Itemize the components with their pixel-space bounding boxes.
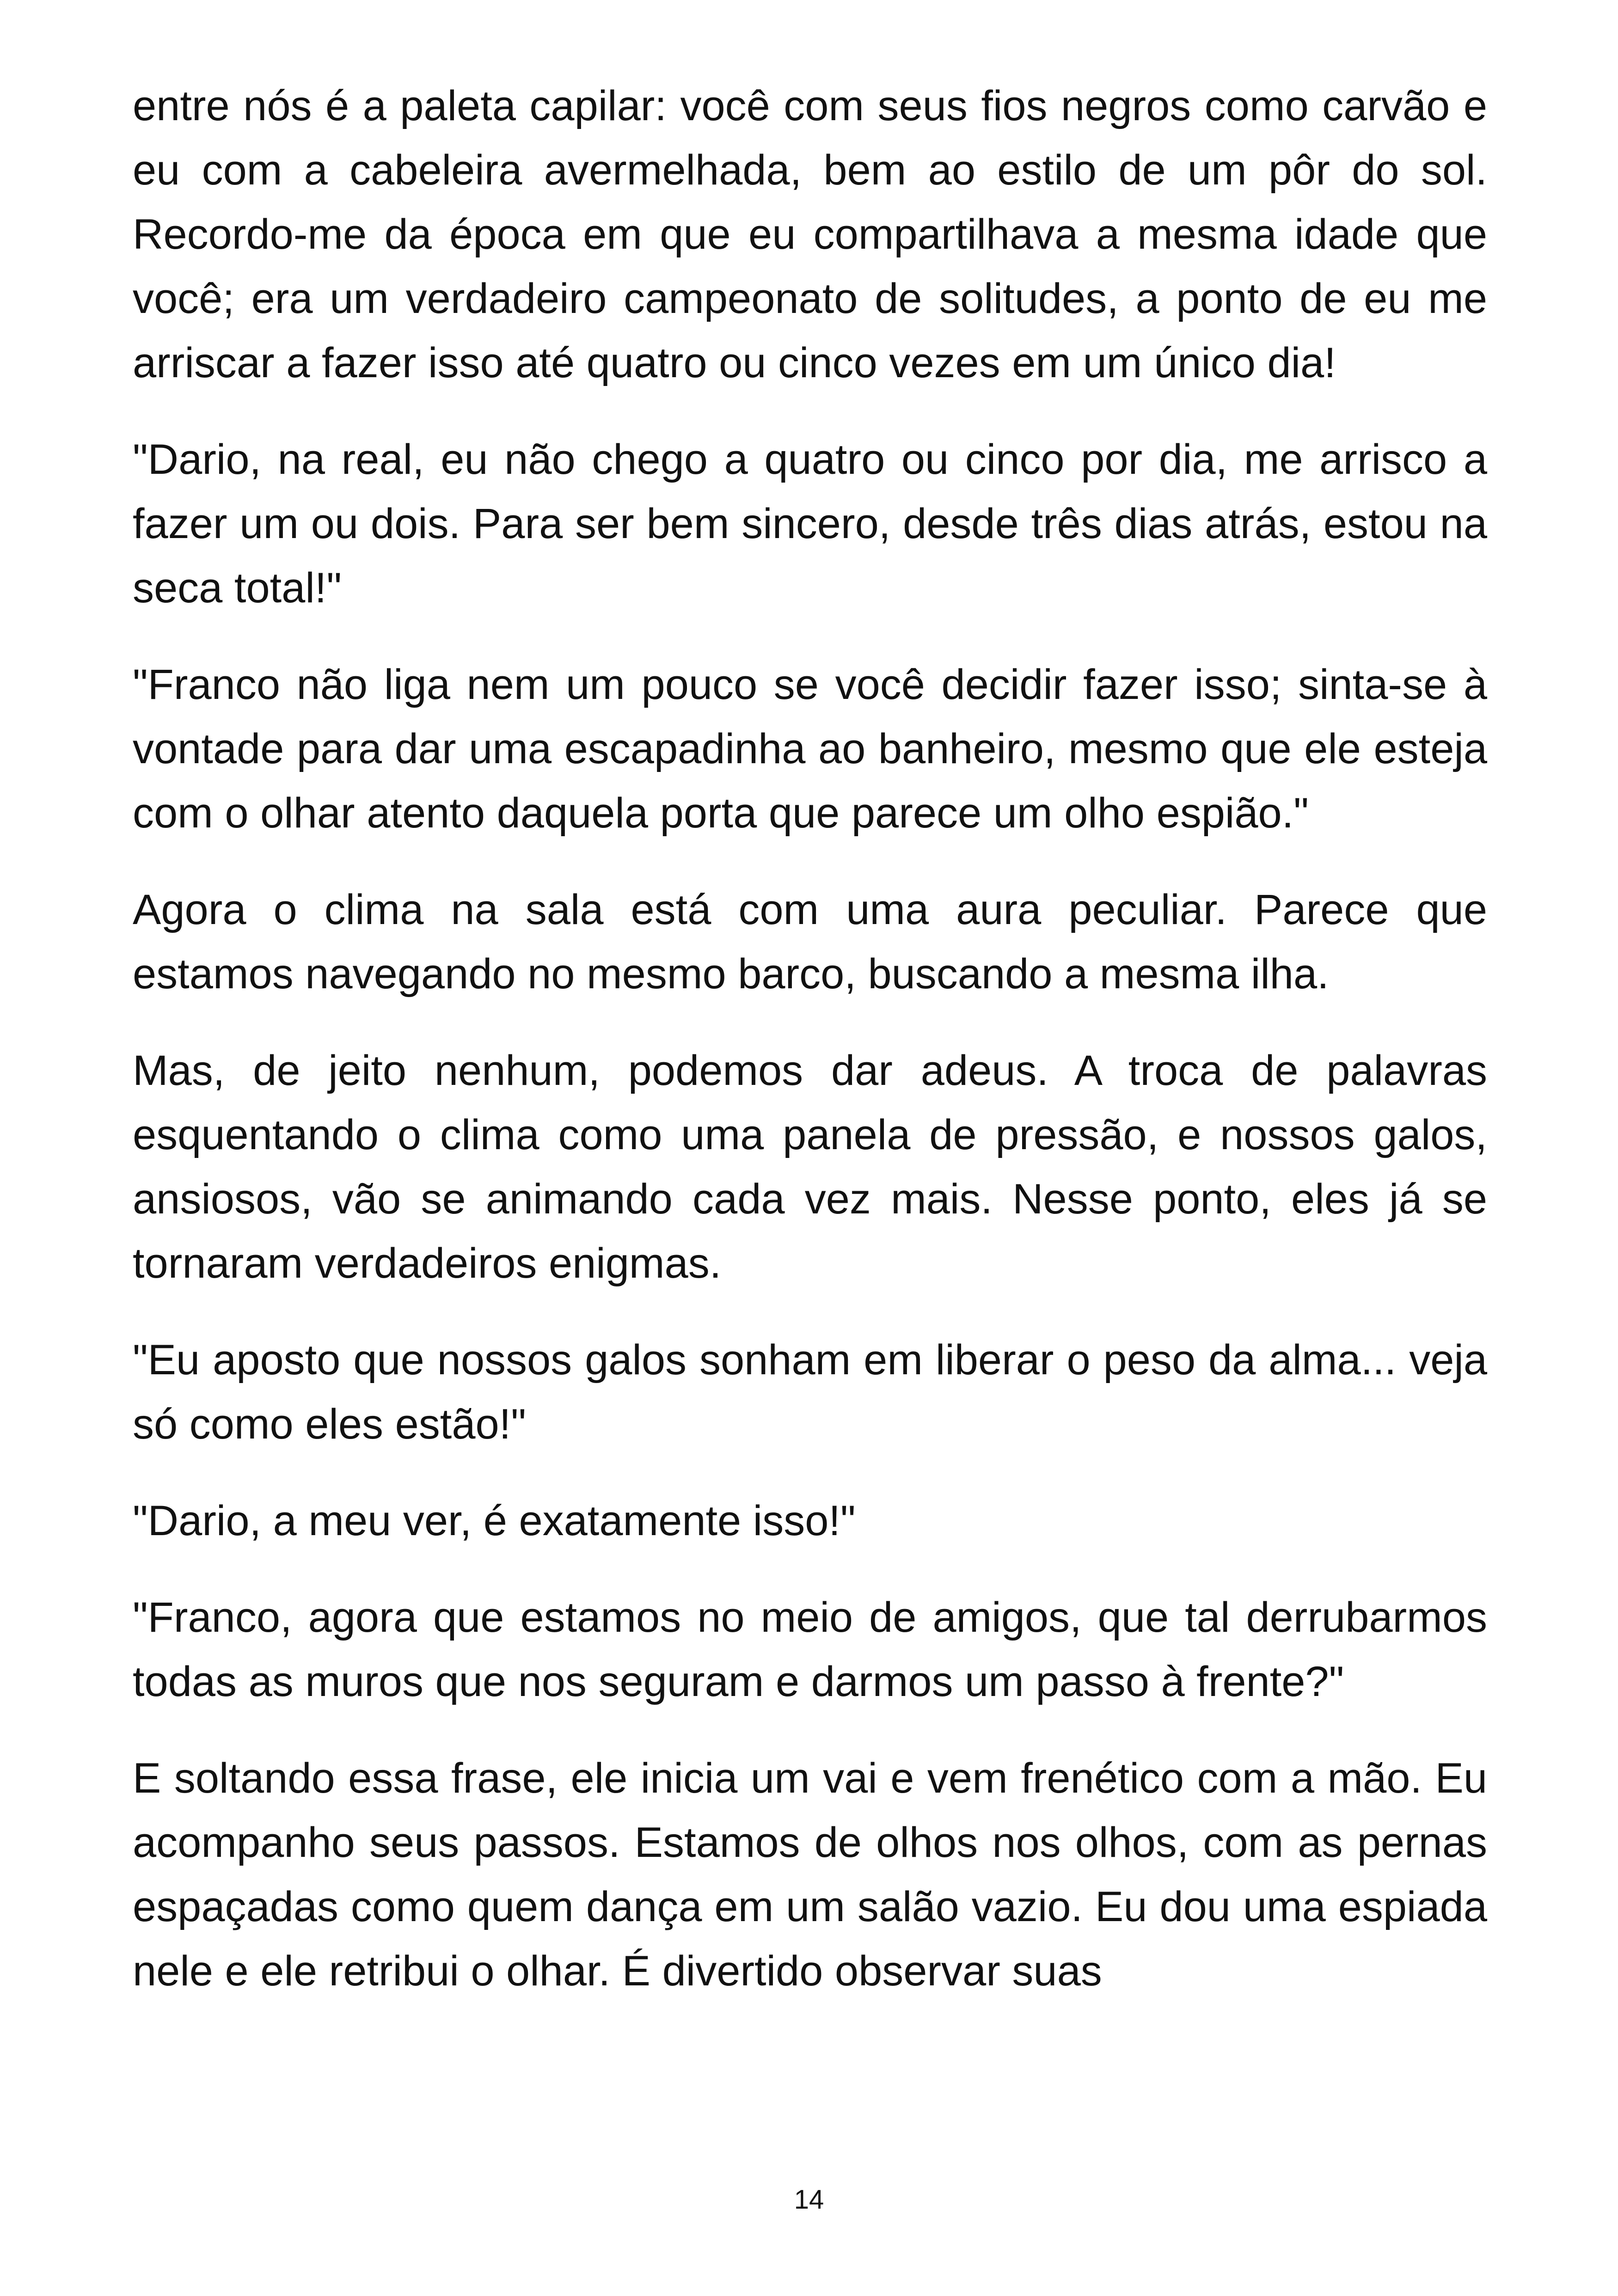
paragraph-3: "Franco não liga nem um pouco se você decidir fazer isso; sinta-se à vontade para dar uma escapadinha ao banheiro, mesmo que ele esteja com o olhar atento daquela porta que parece um olho espião." [133, 661, 1487, 837]
paragraph-9: E soltando essa frase, ele inicia um vai e vem frenético com a mão. Eu acompanho seus passos. Estamos de olhos nos olhos, com as pernas espaçadas como quem dança em um salão vazio. Eu dou uma espiada nele e ele retribui o olhar. É divertido observar suas [133, 1755, 1487, 1995]
paragraph-8: "Franco, agora que estamos no meio de amigos, que tal derrubarmos todas as muros que nos seguram e darmos um passo à frente?" [133, 1594, 1487, 1705]
paragraph-7: "Dario, a meu ver, é exatamente isso!" [133, 1497, 856, 1544]
paragraph-2: "Dario, na real, eu não chego a quatro ou cinco por dia, me arrisco a fazer um ou dois. Para ser bem sincero, desde três dias atrás, estou na seca total!" [133, 436, 1487, 612]
paragraph-6: "Eu aposto que nossos galos sonham em liberar o peso da alma... veja só como eles estão!" [133, 1336, 1487, 1448]
paragraph-4: Agora o clima na sala está com uma aura peculiar. Parece que estamos navegando no mesmo barco, buscando a mesma ilha. [133, 886, 1487, 998]
page-number: 14 [794, 2185, 824, 2215]
page-body [133, 74, 1487, 2036]
paragraph-5: Mas, de jeito nenhum, podemos dar adeus. A troca de palavras esquentando o clima como uma panela de pressão, e nossos galos, ansiosos, vão se animando cada vez mais. Nesse ponto, eles já se tornaram verdadeiros enigmas. [133, 1047, 1487, 1287]
paragraph-1: entre nós é a paleta capilar: você com seus fios negros como carvão e eu com a cabeleira avermelhada, bem ao estilo de um pôr do sol. Recordo-me da época em que eu compartilhava a mesma idade que você; era um verdadeiro campeonato de solitudes, a ponto de eu me arriscar a fazer isso até quatro ou cinco vezes em um único dia! [133, 82, 1487, 386]
